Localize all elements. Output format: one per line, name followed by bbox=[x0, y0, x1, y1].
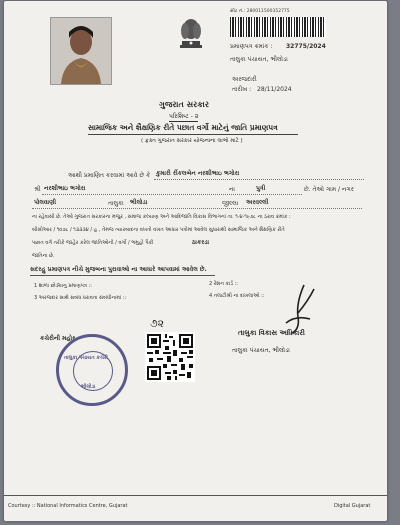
seal-text-top: તાલુકા પંચાયત કચેરી bbox=[64, 355, 108, 361]
relation-particle: ના bbox=[229, 186, 235, 193]
body-line1-prefix: આથી પ્રમાણિત કરવામાં આવે છે કે bbox=[68, 172, 151, 179]
handwritten-number: ૭૨ bbox=[150, 317, 165, 330]
body-line4: ના રહેવાસી છે. તેઓ ગુજરાત સરકારના મજુર , સમાજ કલ્યાણ અને આદિજાતિ વિકાસ વિભાગનાં તા. ૧-૪-૧૯૭૮ ના ઠરાવ ક્રમાંક : bbox=[32, 214, 291, 220]
signature-icon bbox=[274, 283, 324, 335]
applicant-photo bbox=[50, 17, 112, 85]
issuer-label: અરજદારી bbox=[232, 76, 257, 83]
relation: પુત્રી bbox=[256, 185, 266, 192]
district-label: જીલ્લા bbox=[222, 200, 239, 207]
office-seal bbox=[56, 334, 128, 406]
person-photo-icon bbox=[51, 18, 111, 84]
barcode-number: સીટ નં.: 280011500352775 bbox=[230, 9, 290, 14]
barcode bbox=[230, 17, 326, 37]
footer-divider bbox=[4, 495, 387, 496]
body-line6-prefix: પછાત વર્ગ તરીકે જાહેર કરેલ જાતિઓની / વર્ગો / ભમુહો પૈકી bbox=[32, 240, 154, 246]
body-line7: જાતિના છે. bbox=[32, 253, 55, 259]
caste-name: ઠાકરડા bbox=[192, 239, 210, 246]
district-name: અરવલ્લી bbox=[246, 199, 269, 206]
office-seal-label: કચેરીની મહોર bbox=[40, 335, 76, 342]
certificate-page bbox=[4, 1, 387, 521]
proof-item: 3 અરજદાર સાથે સબંધ ધરાવતા સંબંધીનામાં :: bbox=[34, 295, 127, 301]
basis-statement: સદરહુ પ્રમાણપત્ર નીચે મુજબના પુરાવાઓ ના આધારે આપવામાં આવેલ છે. bbox=[30, 266, 207, 273]
village-name: પોલવાણી bbox=[34, 199, 57, 206]
body-line2-suffix: છે. તેઓ ગામ / નગર bbox=[304, 186, 354, 193]
date-label: તારીખ : bbox=[232, 86, 252, 93]
proof-item: 2 રેશન કાર્ડ :: bbox=[209, 281, 238, 287]
signatory-title: તાલુકા વિકાસ અધિકારી bbox=[238, 329, 305, 337]
office-name: તાલુકા પંચાયત, ભીલોડા bbox=[230, 56, 288, 63]
dotted-line bbox=[42, 194, 302, 195]
qr-code-icon bbox=[145, 332, 195, 382]
seal-text-bottom: ભીલોડા bbox=[81, 384, 96, 390]
signatory-office: તાલુકા પંચાયત, ભીલોડા bbox=[232, 347, 290, 354]
annexure-label: પરિશિષ્ટ - ૨ bbox=[169, 113, 199, 120]
footer-brand: Digital Gujarat bbox=[334, 503, 371, 509]
certificate-subtitle: ( ફક્ત ગુજરાત સરકાર યોજનાના લાભો માટે ) bbox=[141, 138, 243, 144]
body-line2-prefix: શ્રી bbox=[34, 186, 41, 193]
dotted-line bbox=[154, 179, 364, 180]
cert-no-label: પ્રમાણપત્ર ક્રમાંક : bbox=[230, 43, 273, 50]
proof-item: 1 શાળા છોડ્યાનુ પ્રમાણપત્ર :: bbox=[34, 283, 92, 289]
title-underline bbox=[88, 134, 298, 135]
basis-underline bbox=[30, 275, 215, 276]
cert-no-value: 32775/2024 bbox=[286, 43, 326, 50]
government-title: ગુજરાત સરકાર bbox=[159, 100, 209, 109]
body-line5: બીસીઆર / ૧૦૭૮ / ૧૩૩૩૪ / હ , તેમજ ત્યારબાદના વખતો વખત આધાર પત્રોમાં આવેલ સુધારાથી સામાજિક અને શૈક્ષણિક રીતે bbox=[32, 227, 285, 233]
applicant-name: કુમારી રીંકલબેન નરશીભાઇ ભગોરા bbox=[156, 170, 240, 177]
proof-item: 4 તલાટીશ્રી ના દાખલાઓ :: bbox=[209, 293, 265, 299]
national-emblem-icon bbox=[176, 15, 206, 51]
taluka-label: તાલુકા bbox=[108, 200, 124, 207]
certificate-title: સામાજિક અને શૈક્ષણિક રીતે પછાત વર્ગો માટેનું જાતિ પ્રમાણપત્ર bbox=[88, 123, 278, 132]
taluka-name: ભીલોડા bbox=[130, 199, 148, 206]
dotted-line bbox=[32, 208, 362, 209]
footer-courtesy: Courtesy :: National Informatics Centre, Gujarat bbox=[8, 503, 128, 509]
father-name: નરશીભાઇ ભગોરા bbox=[44, 185, 86, 192]
date-value: 28/11/2024 bbox=[257, 86, 292, 93]
